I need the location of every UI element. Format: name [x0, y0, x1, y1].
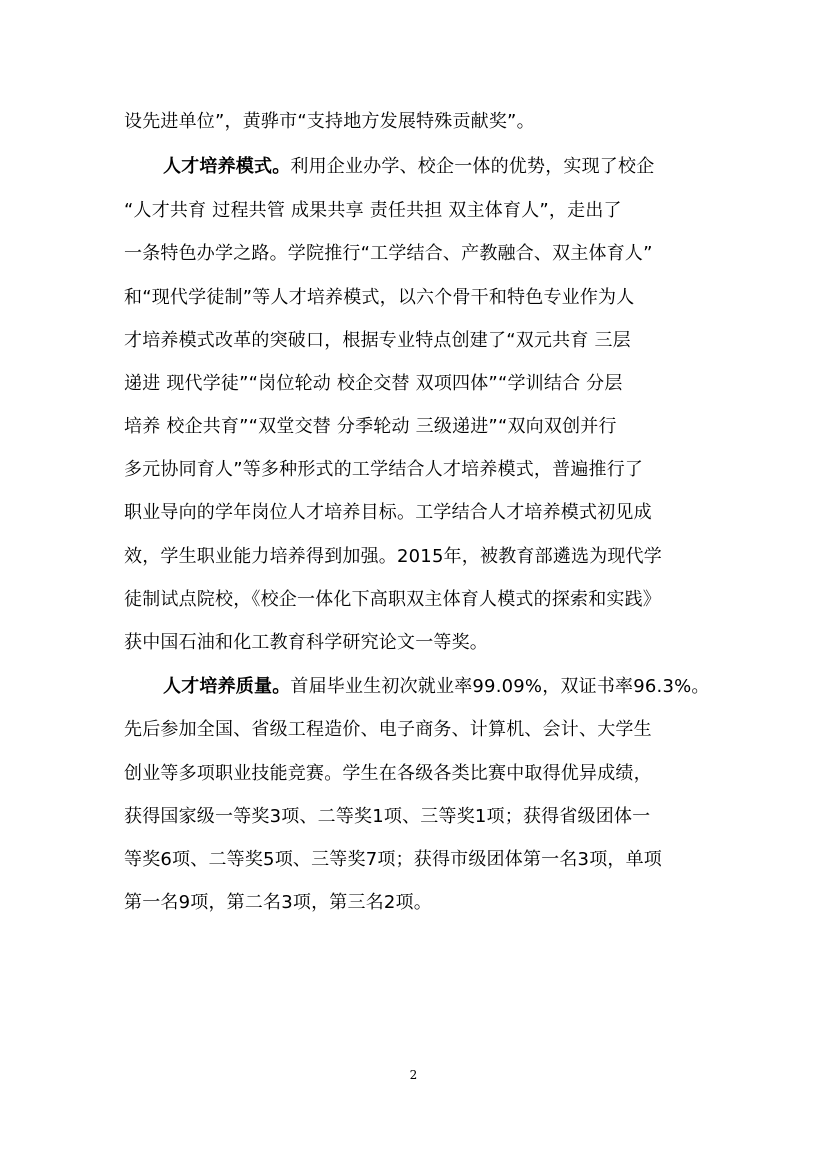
paragraph-line: 和“现代学徒制”等人才培养模式，以六个骨干和特色专业作为人	[124, 287, 635, 308]
paragraph-line: 一条特色办学之路。学院推行“工学结合、产教融合、双主体育人”	[124, 243, 653, 264]
section-heading-mode: 人才培养模式。	[163, 156, 291, 177]
paragraph-line: 设先进单位”，黄骅市“支持地方发展特殊贡献奖”。	[124, 111, 535, 132]
paragraph-line: 培养 校企共育”“双堂交替 分季轮动 三级递进”“双向双创并行	[124, 416, 617, 437]
paragraph-line: 获中国石油和化工教育科学研究论文一等奖。	[124, 632, 488, 653]
paragraph-line: 徒制试点院校，《校企一体化下高职双主体育人模式的探索和实践》	[124, 589, 661, 610]
paragraph-line: 职业导向的学年岗位人才培养目标。工学结合人才培养模式初见成	[124, 502, 652, 523]
paragraph-line: 多元协同育人”等多种形式的工学结合人才培养模式，普遍推行了	[124, 459, 644, 480]
paragraph-line: 创业等多项职业技能竞赛。学生在各级各类比赛中取得优异成绩，	[124, 763, 652, 784]
paragraph-line: 才培养模式改革的突破口，根据专业特点创建了“双元共育 三层	[124, 330, 631, 351]
paragraph-line: 等奖6项、二等奖5项、三等奖7项；获得市级团体第一名3项，单项	[124, 849, 663, 870]
paragraph-line: 获得国家级一等奖3项、二等奖1项、三等奖1项；获得省级团体一	[124, 806, 651, 827]
paragraph-line: “人才共育 过程共管 成果共享 责任共担 双主体育人”，走出了	[124, 200, 622, 221]
paragraph-line: 效，学生职业能力培养得到加强。2015年，被教育部遴选为现代学	[124, 546, 663, 567]
paragraph-line: 递进 现代学徒”“岗位轮动 校企交替 双项四体”“学训结合 分层	[124, 373, 623, 394]
section-mode-first-line	[163, 155, 704, 179]
section-heading-quality: 人才培养质量。	[163, 676, 291, 697]
paragraph-text: 首届毕业生初次就业率99.09%，双证书率96.3%。	[290, 676, 710, 697]
paragraph-text: 利用企业办学、校企一体的优势，实现了校企	[290, 156, 655, 177]
section-quality-first-line	[163, 675, 710, 699]
page-number: 2	[409, 1068, 418, 1082]
paragraph-line: 第一名9项，第二名3项，第三名2项。	[124, 892, 432, 913]
paragraph-line: 先后参加全国、省级工程造价、电子商务、计算机、会计、大学生	[124, 719, 652, 740]
